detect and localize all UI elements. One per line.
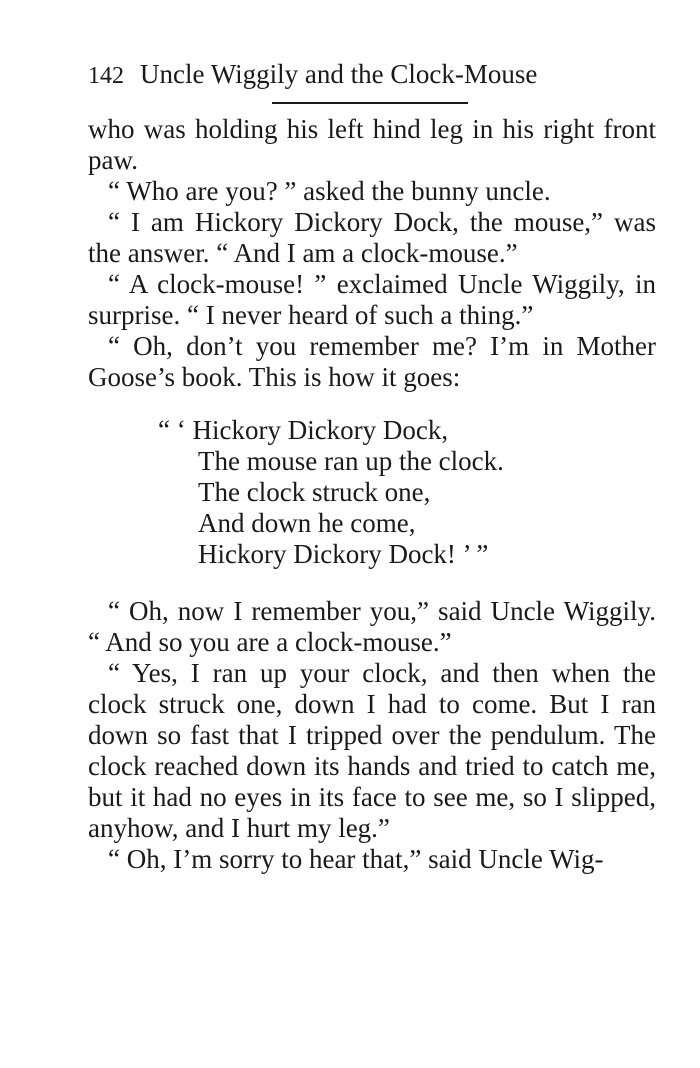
header-rule: [272, 102, 468, 104]
verse-line: The mouse ran up the clock.: [198, 446, 504, 476]
verse-line: And down he come,: [198, 508, 416, 538]
paragraph: “ I am Hickory Dickory Dock, the mouse,” was the answer. “ And I am a clock-mouse.”: [88, 207, 656, 268]
page-number: 142: [88, 63, 124, 89]
paragraph: “ Oh, now I remember you,” said Uncle Wiggily. “ And so you are a clock-mouse.”: [88, 596, 656, 657]
paragraph: “ Oh, don’t you remember me? I’m in Mother Goose’s book. This is how it goes:: [88, 331, 656, 392]
running-title: Uncle Wiggily and the Clock-Mouse: [140, 59, 538, 89]
paragraph: “ A clock-mouse! ” exclaimed Uncle Wiggily, in surprise. “ I never heard of such a thing.”: [88, 269, 656, 330]
verse-line: The clock struck one,: [198, 477, 431, 507]
paragraph: “ Oh, I’m sorry to hear that,” said Uncle Wig-: [108, 844, 604, 874]
verse-line: “ ‘ Hickory Dickory Dock,: [158, 415, 449, 445]
paragraph: “ Yes, I ran up your clock, and then when the clock struck one, down I had to come. But I ran down so fast that I tripped over the pendulum. The clock reached down its hands and tried to catch me, but it had no eyes in its face to see me, so I slipped, anyhow, and I hurt my leg.”: [88, 658, 656, 843]
paragraph: who was holding his left hind leg in his right front paw.: [88, 114, 656, 175]
body-text: [88, 114, 656, 875]
running-head: [88, 56, 656, 92]
book-page: [88, 56, 656, 875]
verse-block: [88, 415, 656, 570]
paragraph: “ Who are you? ” asked the bunny uncle.: [108, 176, 551, 206]
verse-line: Hickory Dickory Dock! ’ ”: [198, 539, 489, 569]
